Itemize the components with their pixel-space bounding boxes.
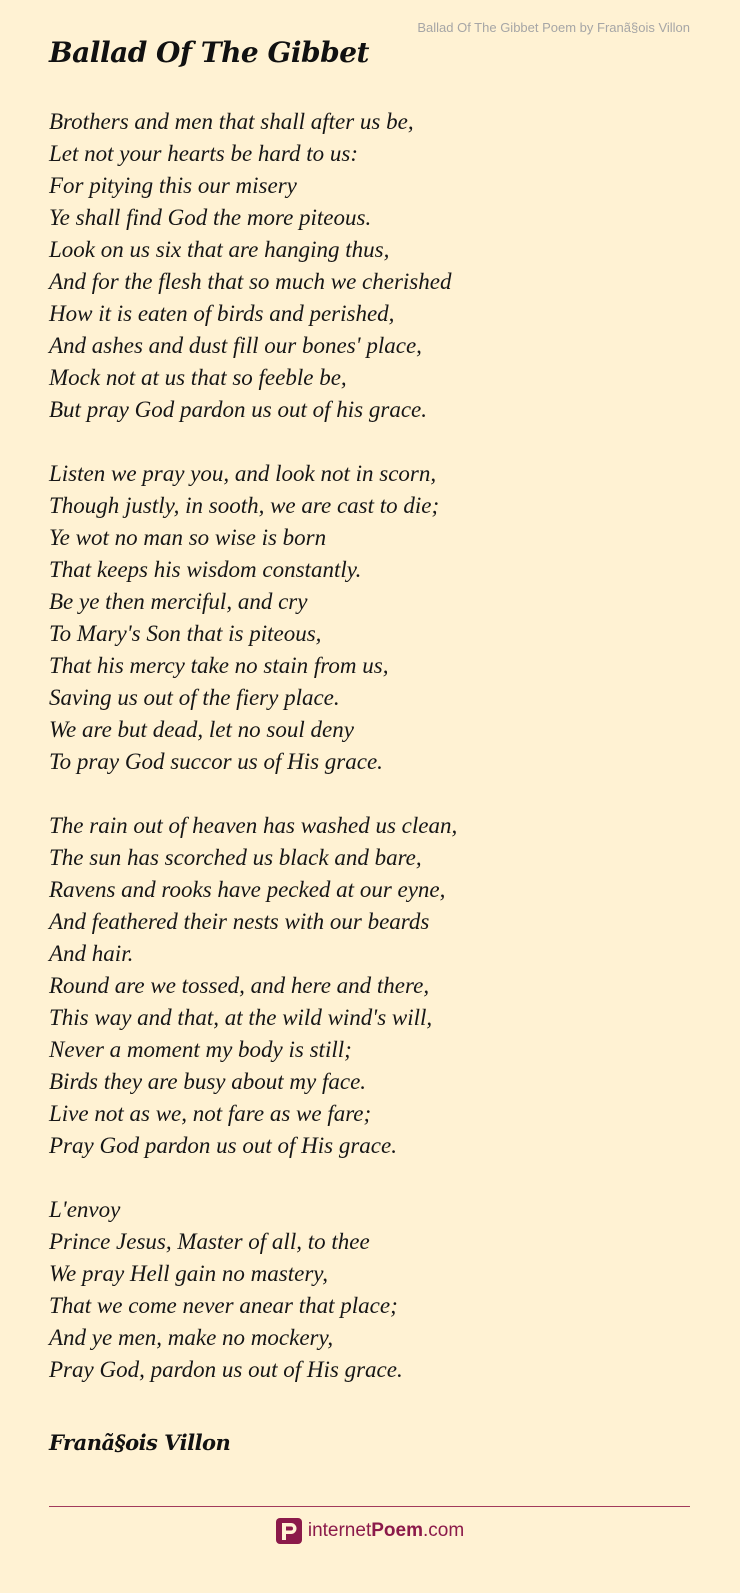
poem-line: Birds they are busy about my face.: [49, 1069, 367, 1094]
header-caption: Ballad Of The Gibbet Poem by Franã§ois Villon: [417, 20, 690, 35]
poem-line: Let not your hearts be hard to us:: [49, 141, 358, 166]
poem-line: And hair.: [49, 941, 134, 966]
footer-divider: [49, 1506, 690, 1507]
poem-stanza: [49, 106, 709, 426]
poem-line: Ye shall find God the more piteous.: [49, 205, 372, 230]
poem-line: And ye men, make no mockery,: [49, 1325, 334, 1350]
poem-line: Ye wot no man so wise is born: [49, 525, 327, 550]
poem-stanza: [49, 458, 709, 778]
poem-line: We are but dead, let no soul deny: [49, 717, 354, 742]
internetpoem-logo-icon: [276, 1518, 302, 1544]
poem-line: To Mary's Son that is piteous,: [49, 621, 322, 646]
poem-line: L'envoy: [49, 1197, 121, 1222]
poem-line: Listen we pray you, and look not in scorn,: [49, 461, 437, 486]
poem-line: For pitying this our misery: [49, 173, 297, 198]
poem-line: Round are we tossed, and here and there,: [49, 973, 430, 998]
poem-line: Live not as we, not fare as we fare;: [49, 1101, 372, 1126]
poem-line: That his mercy take no stain from us,: [49, 653, 389, 678]
poem-line: That keeps his wisdom constantly.: [49, 557, 362, 582]
poem-line: Look on us six that are hanging thus,: [49, 237, 390, 262]
poem-line: Mock not at us that so feeble be,: [49, 365, 347, 390]
poem-line: Be ye then merciful, and cry: [49, 589, 308, 614]
poem-line: Though justly, in sooth, we are cast to die;: [49, 493, 440, 518]
poem-line: Ravens and rooks have pecked at our eyne,: [49, 877, 446, 902]
poem-stanza: [49, 1194, 709, 1386]
poem-line: And feathered their nests with our beards: [49, 909, 430, 934]
brand-part-internet: internet: [307, 1520, 372, 1541]
poem-line: Never a moment my body is still;: [49, 1037, 352, 1062]
poem-author: Franã§ois Villon: [49, 1430, 231, 1455]
site-brand-link[interactable]: [308, 1520, 464, 1542]
brand-part-com: .com: [422, 1520, 465, 1541]
poem-line: The sun has scorched us black and bare,: [49, 845, 422, 870]
poem-line: And ashes and dust fill our bones' place,: [49, 333, 422, 358]
poem-line: To pray God succor us of His grace.: [49, 749, 383, 774]
poem-stanza: [49, 810, 709, 1162]
poem-line: We pray Hell gain no mastery,: [49, 1261, 328, 1286]
poem-line: Pray God pardon us out of His grace.: [49, 1133, 397, 1158]
poem-line: Brothers and men that shall after us be,: [49, 109, 414, 134]
poem-line: And for the flesh that so much we cherished: [49, 269, 452, 294]
brand-part-poem: Poem: [371, 1520, 423, 1541]
poem-line: Pray God, pardon us out of His grace.: [49, 1357, 403, 1382]
poem-line: The rain out of heaven has washed us clean,: [49, 813, 458, 838]
site-footer[interactable]: [0, 1518, 740, 1544]
poem-title: Ballad Of The Gibbet: [49, 36, 369, 69]
poem-line: How it is eaten of birds and perished,: [49, 301, 395, 326]
poem-line: But pray God pardon us out of his grace.: [49, 397, 427, 422]
poem-line: This way and that, at the wild wind's will,: [49, 1005, 433, 1030]
poem-line: Prince Jesus, Master of all, to thee: [49, 1229, 370, 1254]
poem-line: Saving us out of the fiery place.: [49, 685, 340, 710]
poem-line: That we come never anear that place;: [49, 1293, 398, 1318]
poem-body: [49, 106, 709, 1418]
